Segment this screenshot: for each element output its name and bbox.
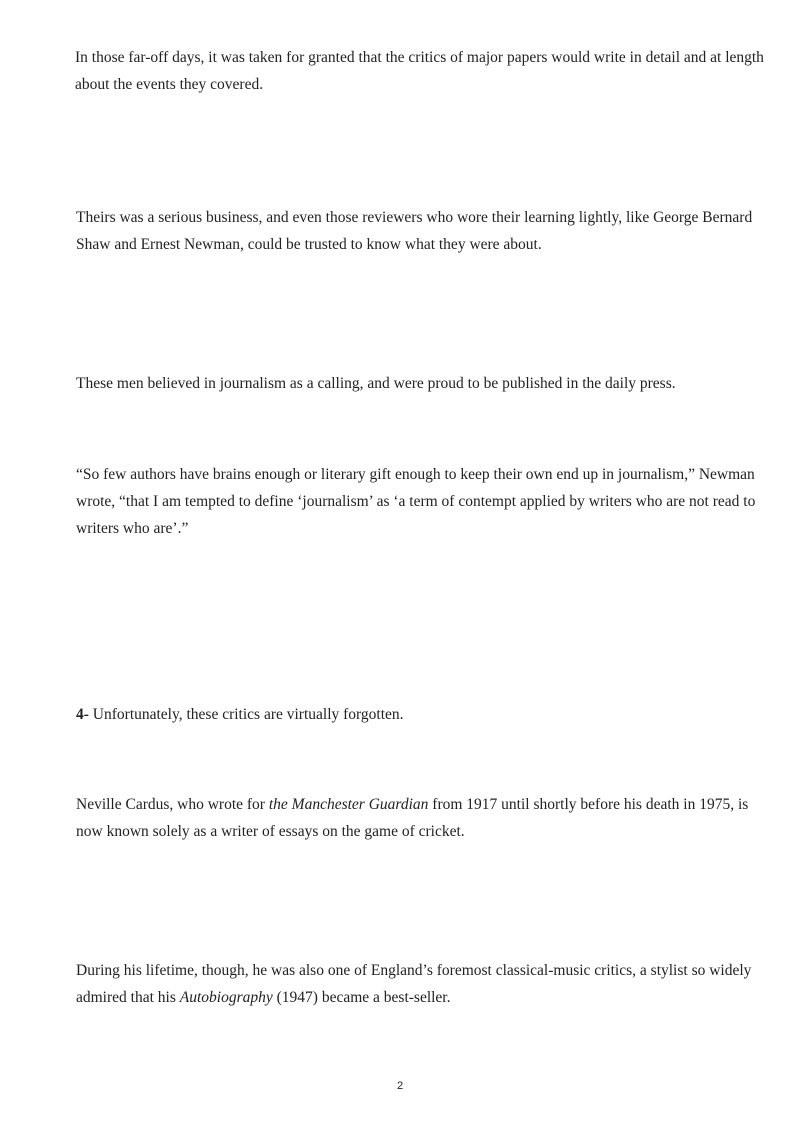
- paragraph-critics-detail: In those far-off days, it was taken for granted that the critics of major papers would write in detail and at length about the events they covered.: [75, 49, 764, 93]
- newspaper-title: the Manchester Guardian: [268, 796, 429, 813]
- paragraph-text-after: (1947) became a best-seller.: [272, 989, 451, 1006]
- book-title: Autobiography: [179, 989, 273, 1006]
- paragraph-text-after: from 1917 until shortly before his death in 1975, is now known solely as a writer of essays on the game of cricket.: [76, 796, 749, 840]
- paragraph-serious-business: Theirs was a serious business, and even those reviewers who wore their learning lightly, like George Bernard Shaw and Ernest Newman, could be trusted to know what they were about.: [76, 209, 753, 253]
- item-number: 4-: [76, 706, 89, 723]
- paragraph-text-before: During his lifetime, though, he was also one of England’s foremost classical-music critics, a stylist so widely admired that his: [76, 962, 752, 1006]
- paragraph-autobiography: [76, 957, 776, 1011]
- paragraph-forgotten-critics: [76, 701, 776, 728]
- paragraph-text: Unfortunately, these critics are virtually forgotten.: [88, 706, 404, 723]
- paragraph-journalism-calling: These men believed in journalism as a calling, and were proud to be published in the daily press.: [76, 375, 676, 392]
- paragraph-neville-cardus: [76, 791, 776, 845]
- paragraph-text-before: Neville Cardus, who wrote for: [76, 796, 269, 813]
- paragraph-newman-quote: “So few authors have brains enough or literary gift enough to keep their own end up in journalism,” Newman wrote, “that I am tempted to define ‘journalism’ as ‘a term of contempt applied by writers who are not read to writers who are’.”: [76, 466, 756, 537]
- page-number: 2: [396, 1080, 404, 1092]
